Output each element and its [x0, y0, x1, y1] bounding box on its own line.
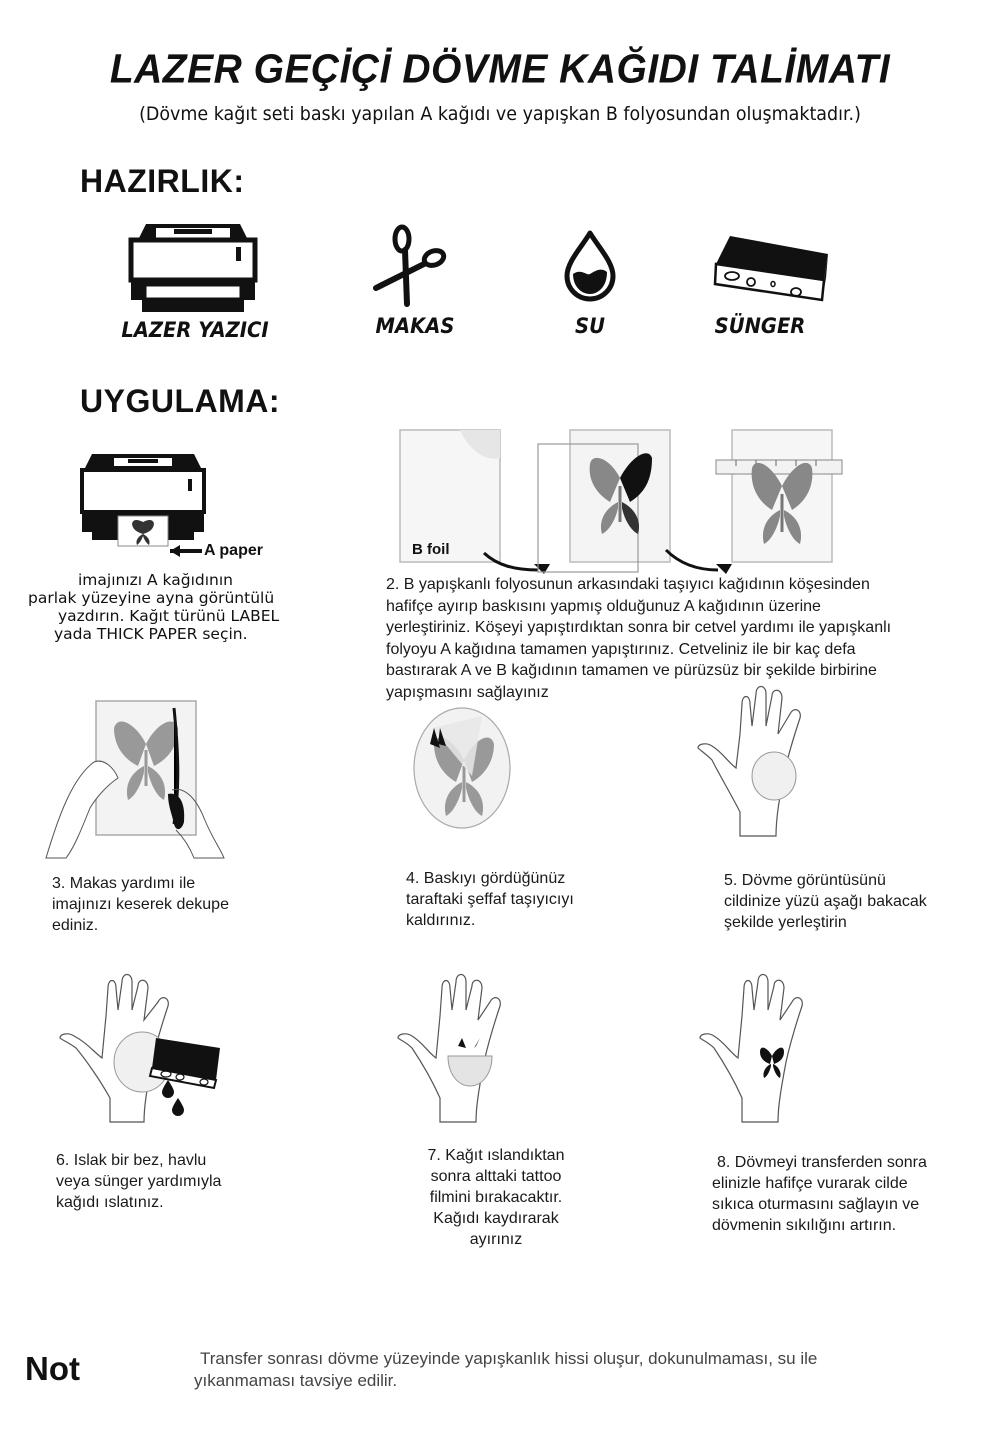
printer-icon	[128, 220, 258, 315]
step-7-line: 7. Kağıt ıslandıktan	[427, 1147, 565, 1164]
printer-label: LAZER YAZICI	[121, 318, 269, 342]
preparation-heading: HAZIRLIK:	[80, 163, 245, 199]
step-7-line: ayırınız	[469, 1231, 523, 1248]
step-1-line: yazdırın. Kağıt türünü LABEL	[58, 607, 280, 625]
scissors-label: MAKAS	[375, 314, 455, 338]
step-6-line: 6. Islak bir bez, havlu	[56, 1152, 207, 1169]
step-2-line: hafifçe ayırıp baskısını yapmış olduğunuz A kağıdının üzerine	[386, 597, 821, 615]
step-2-illustration	[398, 428, 838, 576]
step-3-illustration	[44, 698, 234, 863]
step-3-line: imajınızı keserek dekupe	[52, 896, 229, 913]
step-7-text	[396, 1145, 596, 1250]
step-1-line: imajınızı A kağıdının	[78, 571, 233, 589]
step-5-line: şekilde yerleştirin	[724, 914, 847, 931]
step-7-line: Kağıdı kaydırarak	[433, 1210, 559, 1227]
step-4-line: kaldırınız.	[406, 912, 476, 929]
water-label: SU	[575, 314, 605, 338]
step-6-text	[56, 1150, 316, 1213]
step-2-text	[386, 574, 966, 703]
page-subtitle: (Dövme kağıt seti baskı yapılan A kağıdı ve yapışkan B folyosundan oluşmaktadır.)	[139, 103, 861, 125]
page-title: LAZER GEÇİÇİ DÖVME KAĞIDI TALİMATI	[109, 46, 891, 93]
step-8-line: elinizle hafifçe vurarak cilde	[712, 1175, 908, 1192]
note-line: yıkanmaması tavsiye edilir.	[194, 1371, 398, 1390]
step-6-line: veya sünger yardımıyla	[56, 1173, 222, 1190]
water-drop-icon	[563, 230, 617, 302]
step-2-line: 2. B yapışkanlı folyosunun arkasındaki taşıyıcı kağıdının köşesinden	[386, 576, 870, 593]
step-6-line: kağıdı ıslatınız.	[56, 1194, 164, 1211]
note-label: Not	[25, 1350, 80, 1387]
step-2-line: bastırarak A ve B kağıdının tamamen ve pürüzsüz bir şekilde birbirine	[386, 662, 877, 679]
step-3-line: ediniz.	[52, 917, 99, 934]
step-3-line: 3. Makas yardımı ile	[52, 875, 196, 892]
note-line: Transfer sonrası dövme yüzeyinde yapışkanlık hissi oluşur, dokunulmaması, su ile	[200, 1349, 818, 1368]
sponge-label: SÜNGER	[714, 314, 806, 338]
step-4-illustration	[412, 706, 512, 830]
step-1-line: parlak yüzeyine ayna görüntülü	[28, 589, 275, 607]
step-7-line: sonra alttaki tattoo	[430, 1168, 562, 1185]
step-1-line: yada THICK PAPER seçin.	[54, 625, 248, 643]
note-text	[194, 1348, 974, 1392]
step-4-line: 4. Baskıyı gördüğünüz	[406, 870, 566, 887]
application-heading: UYGULAMA:	[80, 383, 281, 419]
step-1-text	[28, 571, 318, 643]
step-4-text	[406, 868, 636, 931]
step-5-line: 5. Dövme görüntüsünü	[724, 872, 886, 889]
step-2-line: yapışmasını sağlayınız	[386, 683, 549, 701]
step-3-text	[52, 873, 312, 936]
step-8-text	[712, 1152, 982, 1236]
step-4-line: taraftaki şeffaf taşıyıcıyı	[406, 891, 574, 908]
step-8-illustration	[698, 976, 828, 1126]
step-5-text	[724, 870, 984, 933]
step-8-line: 8. Dövmeyi transferden sonra	[717, 1154, 927, 1171]
step-5-line: cildinize yüzü aşağı bakacak	[724, 893, 927, 910]
a-paper-callout: A paper	[204, 542, 263, 559]
sponge-icon	[712, 232, 830, 304]
b-foil-callout: B foil	[412, 541, 450, 558]
step-2-line: folyoyu A kağıdına tamamen yapıştırınız. Cetveliniz ile bir kaç defa	[386, 640, 856, 658]
scissors-icon	[372, 224, 452, 308]
step-7-line: filmini bırakacaktır.	[429, 1189, 563, 1206]
step-8-line: dövmenin sıkılığını artırın.	[712, 1217, 897, 1234]
step-2-line: yerleştiriniz. Köşeyi yapıştırdıktan sonra bir cetvel yardımı ile yapışkanlı	[386, 619, 892, 636]
step-5-illustration	[696, 686, 826, 841]
step-7-illustration	[396, 976, 526, 1126]
step-8-line: sıkıca oturmasını sağlayın ve	[712, 1196, 920, 1213]
step-6-illustration	[56, 976, 226, 1126]
